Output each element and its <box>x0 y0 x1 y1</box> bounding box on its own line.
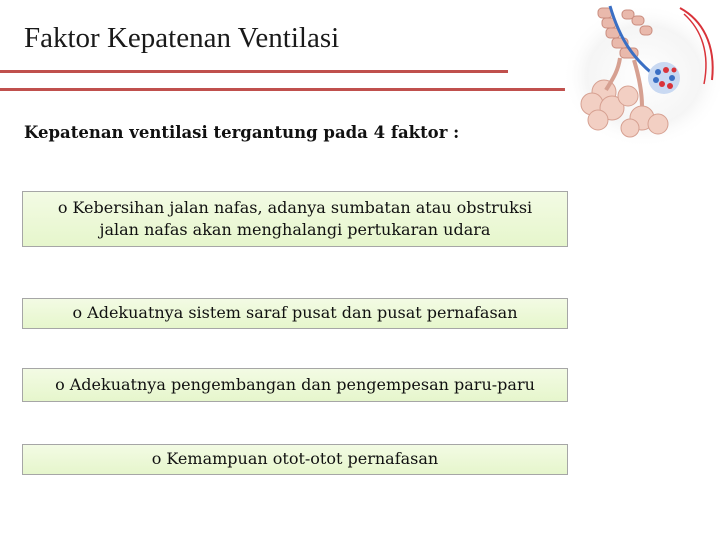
alveoli-lung-icon <box>562 0 720 150</box>
factor-text: Adekuatnya pengembangan dan pengempesan paru-paru <box>69 374 535 394</box>
bullet-marker: o <box>72 303 83 323</box>
factor-box-lung-expansion <box>22 368 568 402</box>
bullet-marker: o <box>55 374 65 394</box>
factor-box-airway-clearance <box>22 191 568 247</box>
title-divider-top <box>0 70 508 73</box>
factor-text: Adekuatnya sistem saraf pusat dan pusat pernafasan <box>87 303 518 323</box>
factor-text-line: Kebersihan jalan nafas, adanya sumbatan atau obstruksi <box>72 197 533 217</box>
factor-box-respiratory-muscles <box>22 444 568 475</box>
factor-text-line: jalan nafas akan menghalangi pertukaran udara <box>99 220 491 239</box>
factor-box-nervous-system <box>22 298 568 329</box>
slide-title: Faktor Kepatenan Ventilasi <box>24 22 340 54</box>
bullet-marker: o <box>57 197 68 217</box>
factor-text: Kemampuan otot-otot pernafasan <box>166 449 439 469</box>
intro-text: Kepatenan ventilasi tergantung pada 4 faktor : <box>24 123 460 142</box>
bullet-marker: o <box>151 449 162 469</box>
title-divider-bottom <box>0 88 565 91</box>
